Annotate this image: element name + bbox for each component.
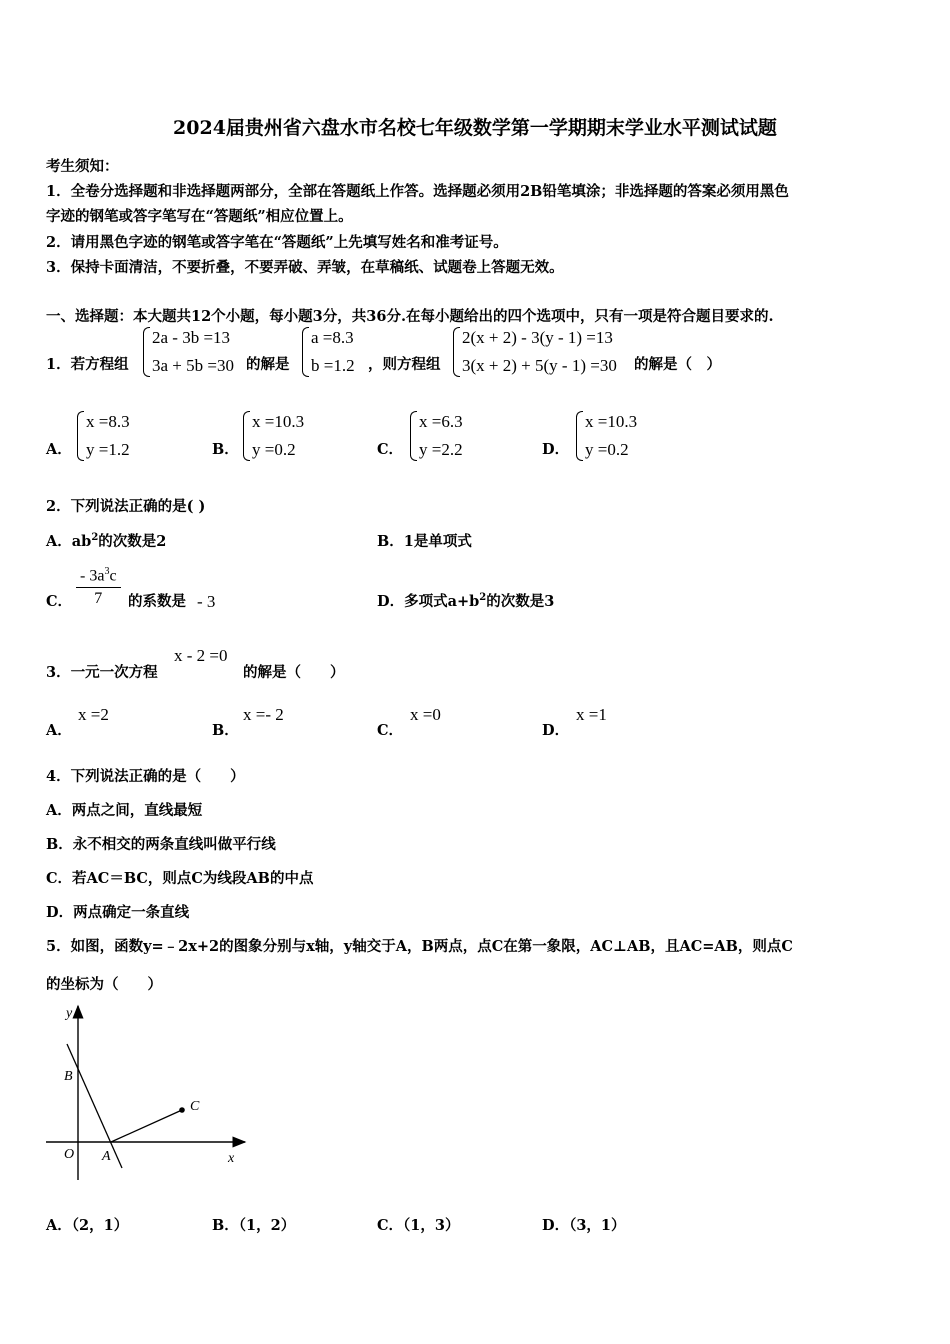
q1-option-a-x: x =8.3 bbox=[86, 412, 130, 431]
q1-option-c-label: C． bbox=[377, 441, 404, 458]
brace-icon bbox=[410, 411, 417, 461]
q5-option-d-label: D． bbox=[542, 1217, 570, 1234]
q1-option-a-label: A． bbox=[46, 441, 72, 458]
q3-prefix: 3．一元一次方程 bbox=[46, 664, 158, 681]
point-a-label: A bbox=[102, 1149, 111, 1164]
q1-option-a-y: y =1.2 bbox=[86, 440, 130, 459]
q2-option-d-pre: D．多项式a+b bbox=[377, 593, 480, 610]
numerator-var: c bbox=[109, 567, 117, 585]
point-c-dot bbox=[179, 1107, 185, 1113]
q5-stem-line-1: 5．如图，函数y=﹣2x+2的图象分别与x轴，y轴交于A，B两点，点C在第一象限，AC⊥AB，且AC=AB，则点C bbox=[46, 938, 793, 955]
q2-option-c-text: 的系数是 bbox=[128, 593, 186, 610]
q4-option-c: C．若AC＝BC，则点C为线段AB的中点 bbox=[46, 870, 314, 887]
q2-option-a-label: A． bbox=[46, 533, 72, 550]
q5-option-d bbox=[542, 1214, 626, 1235]
q1-option-d-y: y =0.2 bbox=[585, 440, 629, 459]
q1-option-d bbox=[576, 408, 637, 464]
q1-option-b bbox=[243, 408, 304, 464]
q1-option-a bbox=[77, 408, 130, 464]
point-b-label: B bbox=[64, 1069, 73, 1084]
q1-system-3 bbox=[453, 324, 617, 380]
q3-option-c-label: C． bbox=[377, 722, 404, 739]
q3-option-a-value: x =2 bbox=[78, 705, 109, 724]
origin-label: O bbox=[64, 1147, 75, 1162]
q1-system-2-eq-1: a =8.3 bbox=[311, 328, 354, 347]
brace-icon bbox=[143, 327, 150, 377]
q1-suffix: 的解是（ ） bbox=[634, 356, 721, 373]
q1-system-3-eq-2: 3(x + 2) + 5(y - 1) =30 bbox=[462, 356, 617, 375]
q5-option-c-label: C． bbox=[377, 1217, 404, 1234]
q5-option-b-value: （1，2） bbox=[238, 1217, 296, 1234]
q3-option-d-value: x =1 bbox=[576, 705, 607, 724]
q1-system-1-eq-1: 2a - 3b =13 bbox=[152, 328, 231, 347]
notice-item-1-line-2: 字迹的钢笔或答字笔写在“答题纸”相应位置上。 bbox=[46, 208, 353, 225]
numerator-exponent: 3 bbox=[104, 566, 110, 577]
q1-option-b-x: x =10.3 bbox=[252, 412, 305, 431]
q2-option-c-fraction bbox=[76, 566, 121, 608]
line-ab bbox=[67, 1044, 122, 1168]
notice-item-1-line-1: 1．全卷分选择题和非选择题两部分，全部在答题纸上作答。选择题必须用2B铅笔填涂；非选择题的答案必须用黑色 bbox=[46, 183, 789, 200]
brace-icon bbox=[453, 327, 460, 377]
q2-option-a-base: ab bbox=[71, 533, 92, 550]
brace-icon bbox=[576, 411, 583, 461]
q5-option-a-value: （2，1） bbox=[71, 1217, 129, 1234]
q3-option-b-value: x =- 2 bbox=[243, 705, 284, 724]
q1-option-d-label: D． bbox=[542, 441, 570, 458]
q1-option-c-x: x =6.3 bbox=[419, 412, 463, 431]
q3-option-a-label: A． bbox=[46, 722, 72, 739]
notice-item-2: 2．请用黑色字迹的钢笔或答字笔在“答题纸”上先填写姓名和准考证号。 bbox=[46, 234, 508, 251]
fraction-denominator: 7 bbox=[94, 590, 103, 608]
q2-option-a-exponent: 2 bbox=[91, 532, 99, 544]
q1-mid-2: ，则方程组 bbox=[368, 356, 441, 373]
q5-stem-line-2: 的坐标为（ ） bbox=[46, 976, 162, 993]
q2-option-d bbox=[377, 590, 554, 611]
section-heading: 一、选择题：本大题共12个小题，每小题3分，共36分.在每小题给出的四个选项中，只有一项是符合题目要求的. bbox=[46, 308, 774, 325]
q1-option-c bbox=[410, 408, 463, 464]
segment-ac bbox=[111, 1110, 182, 1142]
q3-suffix: 的解是（ ） bbox=[243, 664, 345, 681]
q4-stem: 4．下列说法正确的是（ ） bbox=[46, 768, 245, 785]
q1-system-3-eq-1: 2(x + 2) - 3(y - 1) =13 bbox=[462, 328, 613, 347]
q1-system-2 bbox=[302, 324, 355, 380]
q1-mid-1: 的解是 bbox=[246, 356, 290, 373]
q1-option-c-y: y =2.2 bbox=[419, 440, 463, 459]
q2-option-c-label: C． bbox=[46, 593, 73, 610]
page-title: 2024届贵州省六盘水市名校七年级数学第一学期期末学业水平测试试题 bbox=[173, 117, 777, 139]
q5-option-d-value: （3，1） bbox=[569, 1217, 626, 1234]
fraction-numerator bbox=[76, 566, 121, 588]
brace-icon bbox=[77, 411, 84, 461]
q2-option-d-post: 的次数是3 bbox=[486, 593, 555, 610]
q2-option-a-rest: 的次数是2 bbox=[98, 533, 167, 550]
numerator-coef: - 3a bbox=[80, 567, 105, 585]
q5-figure bbox=[40, 1000, 255, 1185]
q5-option-b-label: B． bbox=[212, 1217, 239, 1234]
q2-option-b: B．1是单项式 bbox=[377, 533, 472, 550]
x-axis-label: x bbox=[228, 1151, 235, 1166]
q5-option-c-value: （1，3） bbox=[403, 1217, 460, 1234]
q2-option-c-value: - 3 bbox=[197, 592, 216, 611]
q1-prefix: 1．若方程组 bbox=[46, 356, 129, 373]
q1-option-b-label: B． bbox=[212, 441, 239, 458]
q1-system-1 bbox=[143, 324, 234, 380]
q3-equation: x - 2 =0 bbox=[174, 646, 228, 665]
q5-option-a-label: A． bbox=[46, 1217, 72, 1234]
brace-icon bbox=[302, 327, 309, 377]
notice-heading: 考生须知： bbox=[46, 158, 119, 175]
q4-option-a: A．两点之间，直线最短 bbox=[46, 802, 203, 819]
q5-option-b bbox=[212, 1214, 295, 1235]
q5-option-a bbox=[46, 1214, 128, 1235]
q3-option-b-label: B． bbox=[212, 722, 239, 739]
q3-option-d-label: D． bbox=[542, 722, 570, 739]
q1-system-1-eq-2: 3a + 5b =30 bbox=[152, 356, 234, 375]
y-axis-label: y bbox=[66, 1006, 73, 1021]
notice-item-3: 3．保持卡面清洁，不要折叠，不要弄破、弄皱，在草稿纸、试题卷上答题无效。 bbox=[46, 259, 564, 276]
q2-option-d-exponent: 2 bbox=[479, 592, 487, 604]
q2-stem: 2．下列说法正确的是( ) bbox=[46, 498, 206, 515]
q1-option-d-x: x =10.3 bbox=[585, 412, 638, 431]
q2-option-a bbox=[46, 530, 166, 551]
brace-icon bbox=[243, 411, 250, 461]
q5-option-c bbox=[377, 1214, 459, 1235]
q4-option-b: B．永不相交的两条直线叫做平行线 bbox=[46, 836, 276, 853]
q3-option-c-value: x =0 bbox=[410, 705, 441, 724]
q1-option-b-y: y =0.2 bbox=[252, 440, 296, 459]
q4-option-d: D．两点确定一条直线 bbox=[46, 904, 190, 921]
point-c-label: C bbox=[190, 1099, 200, 1114]
q1-system-2-eq-2: b =1.2 bbox=[311, 356, 355, 375]
